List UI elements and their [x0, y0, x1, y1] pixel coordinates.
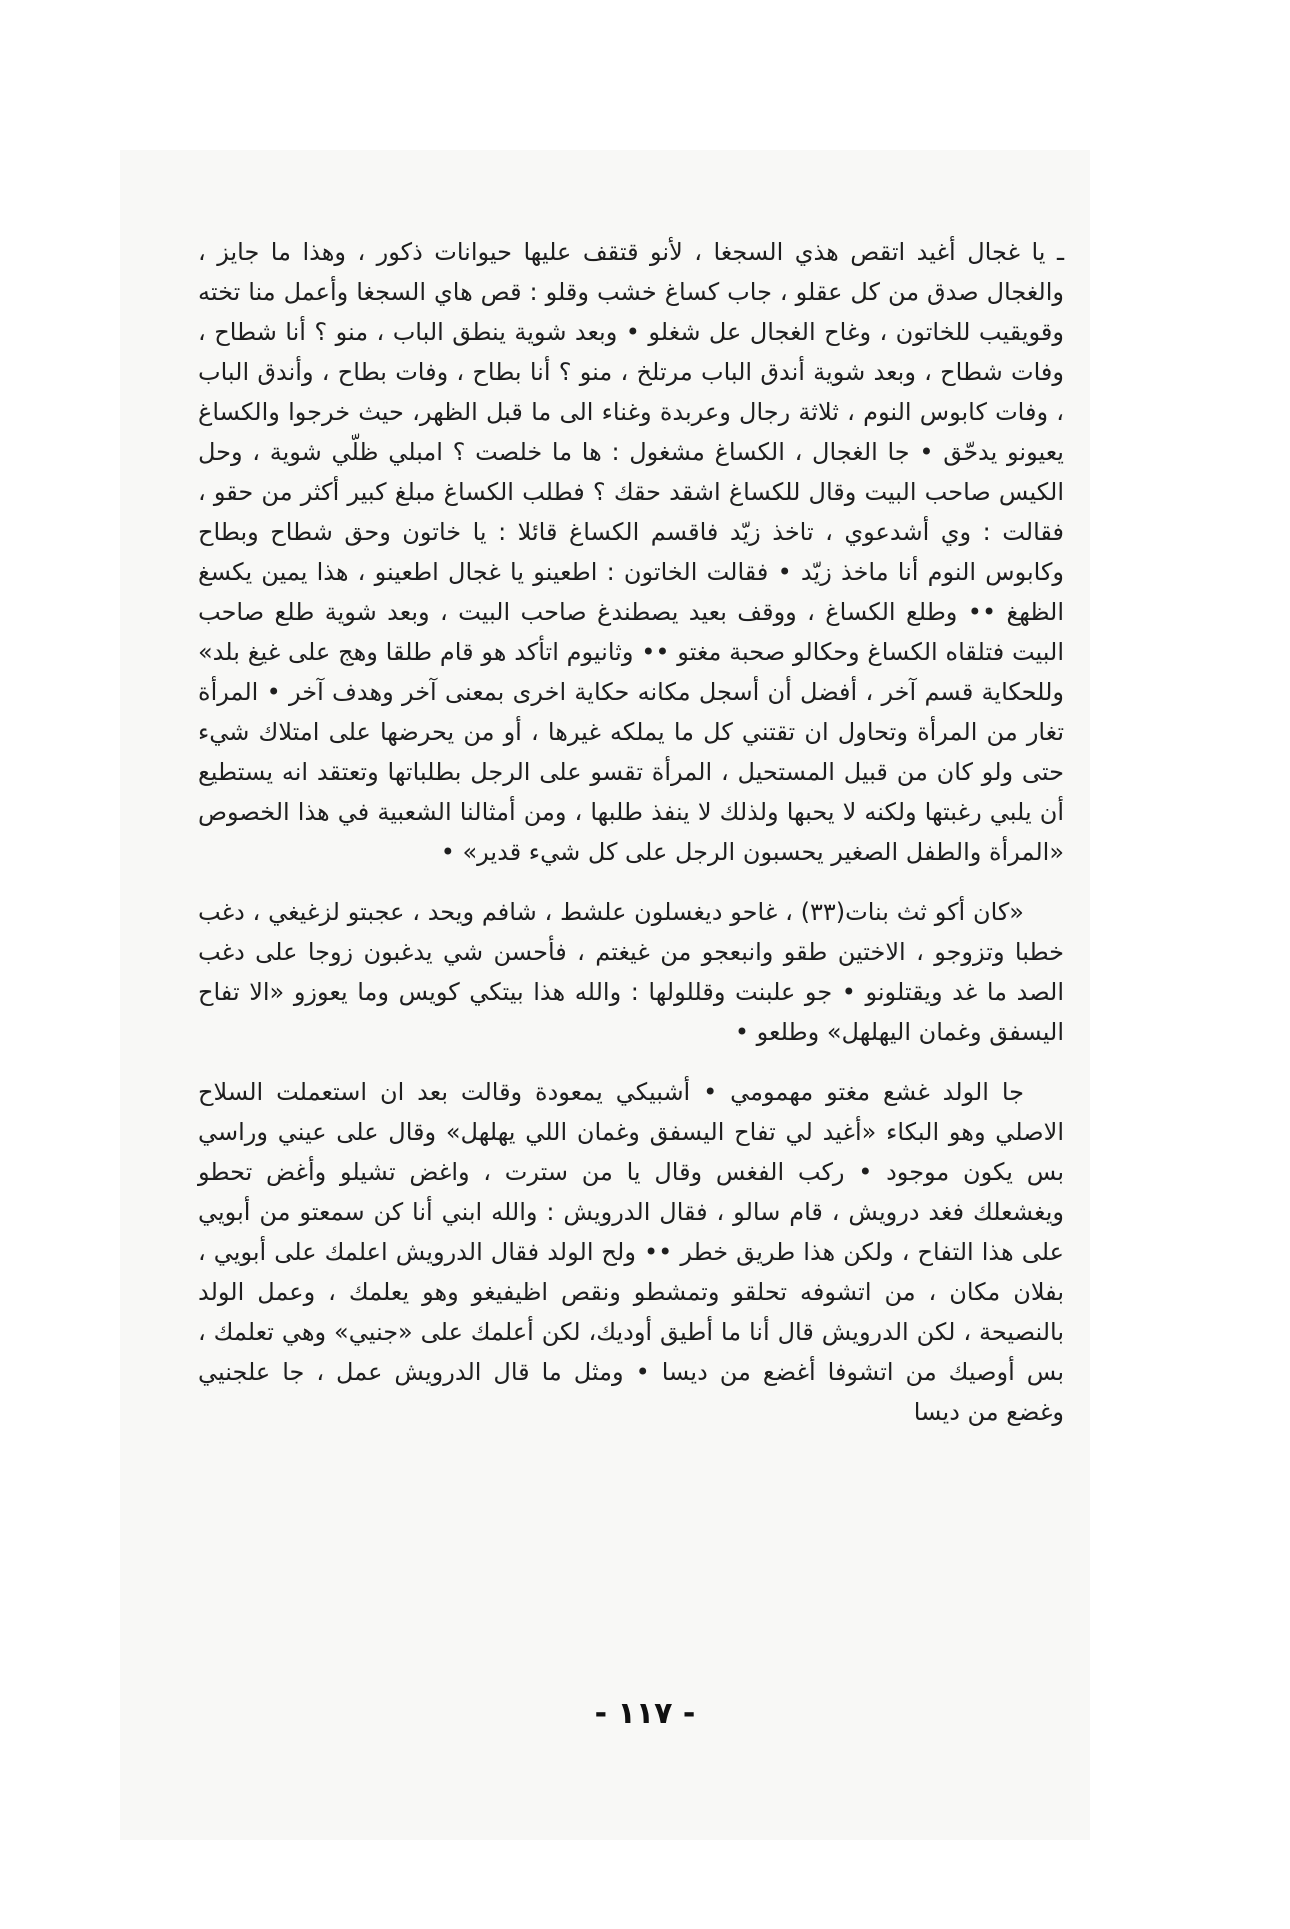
paragraph-2: «كان أكو ثث بنات(٣٣) ، غاحو ديغسلون علشط ، شافم ويحد ، عجبتو لزغيغي ، دغب خطبا وتزوجو ، الاختين طقو وانبعجو من غيغتم ، فأحسن شي يدغبون زوجا على دغب الصد ما غد ويقتلونو • جو علبنت وقللولها : والله هذا بيتكي كويس وما يعوزو «الا تفاح اليسفق وغمان اليهلهل» وطلعو • — [198, 898, 1064, 1046]
page-number: - ١١٧ - — [594, 1696, 696, 1731]
body-text — [198, 232, 1064, 1432]
paragraph-3: جا الولد غشع مغتو مهمومي • أشبيكي يمعودة وقالت بعد ان استعملت السلاح الاصلي وهو البكاء «أغيد لي تفاح اليسفق وغمان اللي يهلهل» وقال على عيني وراسي بس يكون موجود • ركب الفغس وقال يا من سترت ، واغض تشيلو وأغض تحطو ويغشعلك فغد درويش ، قام سالو ، فقال الدرويش : والله ابني أنا كن سمعتو من أبويي على هذا التفاح ، ولكن هذا طريق خطر •• ولح الولد فقال الدرويش اعلمك على أبويي ، بفلان مكان ، من اتشوفه تحلقو وتمشطو ونقص اظيفيغو وهو يعلمك ، وعمل الولد بالنصيحة ، لكن الدرويش قال أنا ما أطيق أوديك، لكن أعلمك على «جنيي» وهي تعلمك ، بس أوصيك من اتشوفا أغضع من ديسا • ومثل ما قال الدرويش عمل ، جا علجنيي وغضع من ديسا — [198, 1078, 1064, 1426]
paragraph-1: ـ يا غجال أغيد اتقص هذي السجغا ، لأنو قتقف عليها حيوانات ذكور ، وهذا ما جايز ، والغجال صدق من كل عقلو ، جاب كساغ خشب وقلو : قص هاي السجغا وأعمل منا تخته وقويقيب للخاتون ، وغاح الغجال عل شغلو • وبعد شوية ينطق الباب ، منو ؟ أنا شطاح ، وفات شطاح ، وبعد شوية أندق الباب مرتلخ ، منو ؟ أنا بطاح ، وفات بطاح ، وأندق الباب ، وفات كابوس النوم ، ثلاثة رجال وعربدة وغناء الى ما قبل الظهر، حيث خرجوا والكساغ يعيونو يدحّق • جا الغجال ، الكساغ مشغول : ها ما خلصت ؟ امبلي ظلّي شوية ، وحل الكيس صاحب البيت وقال للكساغ اشقد حقك ؟ فطلب الكساغ مبلغ كبير أكثر من حقو ، فقالت : وي أشدعوي ، تاخذ زيّد فاقسم الكساغ قائلا : يا خاتون وحق شطاح وبطاح وكابوس النوم أنا ماخذ زيّد • فقالت الخاتون : اطعينو يا غجال اطعينو ، هذا يمين يكسغ الظهغ •• وطلع الكساغ ، ووقف بعيد يصطندغ صاحب البيت ، وبعد شوية طلع صاحب البيت فتلقاه الكساغ وحكالو صحبة مغتو •• وثانيوم اتأكد هو قام طلقا وهج على غيغ بلد» وللحكاية قسم آخر ، أفضل أن أسجل مكانه حكاية اخرى بمعنى آخر وهدف آخر • المرأة تغار من المرأة وتحاول ان تقتني كل ما يملكه غيرها ، أو من يحرضها على امتلاك شيء حتى ولو كان من قبيل المستحيل ، المرأة تقسو على الرجل بطلباتها وتعتقد انه يستطيع أن يلبي رغبتها ولكنه لا يحبها ولذلك لا ينفذ طلبها ، ومن أمثالنا الشعبية في هذا الخصوص «المرأة والطفل الصغير يحسبون الرجل على كل شيء قدير» • — [198, 238, 1064, 866]
